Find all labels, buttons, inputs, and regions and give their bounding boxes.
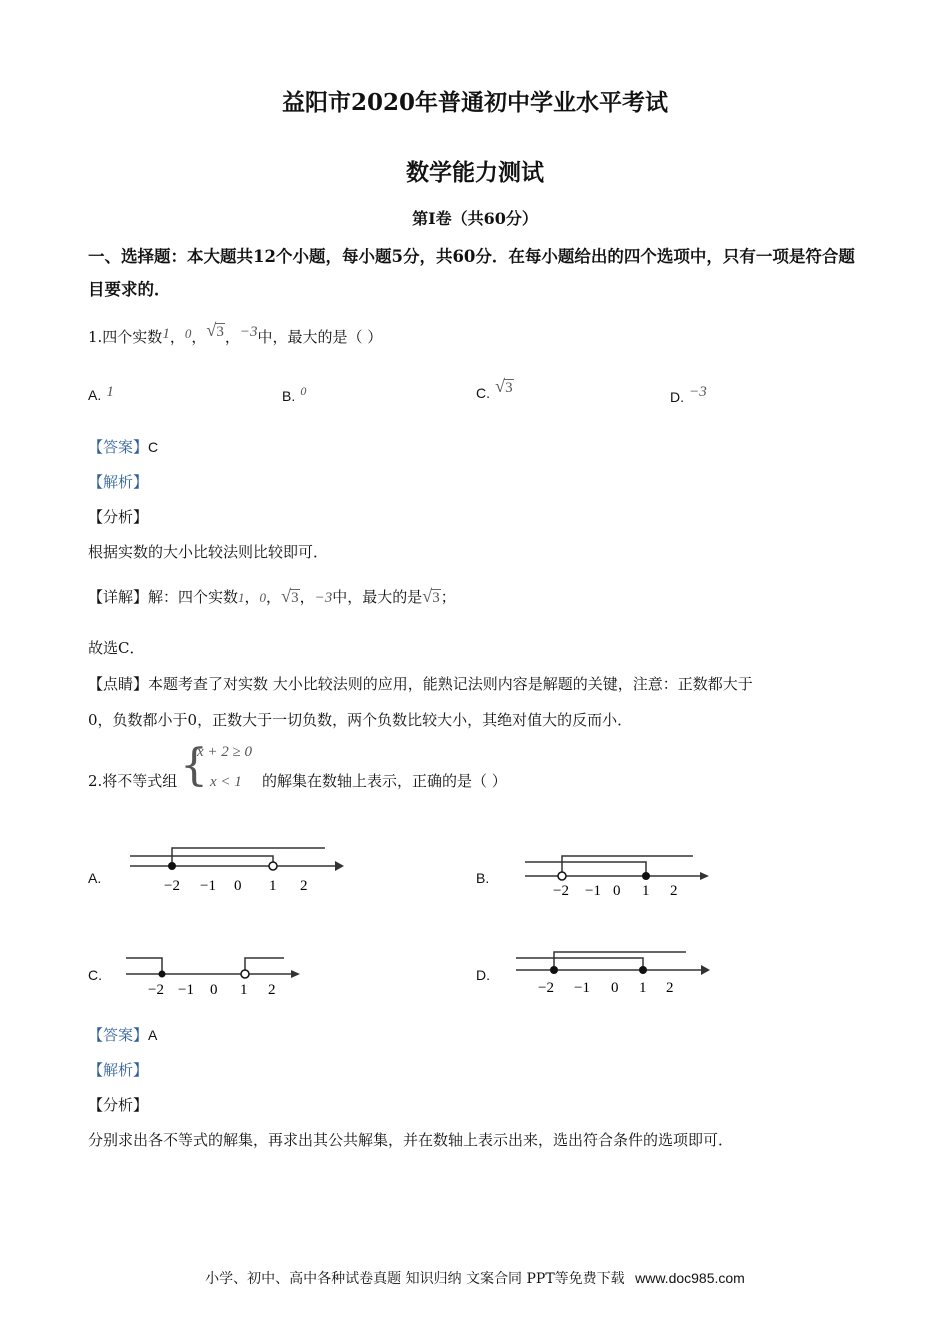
q2-stem-suffix: 的解集在数轴上表示，正确的是（ ） xyxy=(262,772,507,790)
q1-stem xyxy=(88,320,383,347)
q1-fenxi-text: 根据实数的大小比较法则比较即可． xyxy=(88,543,329,561)
q2-analysis-tag: 【解析】 xyxy=(88,1061,149,1079)
q1-analysis-tag: 【解析】 xyxy=(88,473,149,491)
q1-comment xyxy=(88,673,868,694)
detail-max-value: √ 3 xyxy=(422,586,440,606)
q1-detail xyxy=(88,586,456,607)
q2-fenxi-tag: 【分析】 xyxy=(88,1096,149,1114)
system-brace: { xyxy=(180,740,208,791)
tick-label: 0 xyxy=(234,878,242,894)
q1-comment-line-2: 0，负数都小于0，正数大于一切负数，两个负数比较大小，其绝对值大的反而小． xyxy=(88,711,633,729)
q1-stem-suffix: 中，最大的是（ ） xyxy=(257,328,383,346)
separator: ， xyxy=(299,588,315,606)
tick-label: 1 xyxy=(639,980,647,996)
tick-label: −1 xyxy=(178,982,194,998)
tick-label: −1 xyxy=(574,980,590,996)
detail-prefix: 解：四个实数 xyxy=(148,588,239,606)
q2-inequality-1: x + 2 ≥ 0 xyxy=(197,744,253,760)
section-heading: 一、选择题：本大题共12个小题，每小题5分，共60分．在每小题给出的四个选项中，只有一项是符合题目要求的． xyxy=(88,247,855,299)
q2-option-b-label[interactable]: B. xyxy=(476,870,490,886)
answer-tag: 【答案】 xyxy=(88,438,149,456)
q2-option-c-number-line[interactable] xyxy=(126,950,306,1002)
answer-value: C xyxy=(148,439,159,455)
q1-option-c[interactable] xyxy=(476,376,514,402)
q2-answer xyxy=(88,1024,157,1045)
q2-option-c-label[interactable]: C. xyxy=(88,967,102,983)
option-label: C. xyxy=(476,385,490,401)
detail-value-1: 1 xyxy=(238,590,245,605)
tick-label: −2 xyxy=(164,878,180,894)
q2-fenxi-text: 分别求出各不等式的解集，再求出其公共解集，并在数轴上表示出来，选出符合条件的选项即可． xyxy=(88,1131,734,1149)
q1-stem-prefix: 1.四个实数 xyxy=(88,328,163,346)
q1-option-d[interactable] xyxy=(670,384,707,406)
tick-label: 1 xyxy=(642,883,650,899)
part-heading: 第Ⅰ卷（共60分） xyxy=(412,209,538,228)
tick-label: 1 xyxy=(269,878,277,894)
tick-label: 0 xyxy=(611,980,619,996)
q1-option-a[interactable] xyxy=(88,384,114,404)
q1-conclusion: 故选C． xyxy=(88,639,145,657)
q2-stem-prefix: 2.将不等式组 xyxy=(88,772,178,790)
tick-label: 0 xyxy=(210,982,218,998)
detail-value-4: −3 xyxy=(314,590,333,606)
answer-tag: 【答案】 xyxy=(88,1026,149,1044)
separator: ， xyxy=(191,328,207,346)
option-value: √ 3 xyxy=(495,376,513,396)
tick-label: 2 xyxy=(670,883,678,899)
tick-label: −2 xyxy=(553,883,569,899)
separator: ， xyxy=(266,588,282,606)
q1-value-1: 1 xyxy=(162,326,170,342)
detail-end: ； xyxy=(440,588,456,606)
comment-tag: 【点睛】 xyxy=(88,675,149,693)
q1-value-2: 0 xyxy=(184,326,192,341)
detail-tag: 【详解】 xyxy=(88,588,149,606)
comment-line-1: 本题考查了对实数 大小比较法则的应用，能熟记法则内容是解题的关键，注意：正数都大于 xyxy=(148,675,753,693)
tick-label: 2 xyxy=(268,982,276,998)
tick-label: 1 xyxy=(240,982,248,998)
tick-label: 2 xyxy=(666,980,674,996)
option-label: A. xyxy=(88,387,102,403)
option-label: D. xyxy=(670,389,684,405)
separator: ， xyxy=(169,328,185,346)
detail-value-2: 0 xyxy=(259,590,267,605)
exam-subtitle: 数学能力测试 xyxy=(406,159,544,186)
q1-answer xyxy=(88,436,158,457)
q1-value-4: −3 xyxy=(239,324,258,340)
option-value: −3 xyxy=(689,384,707,400)
q1-value-3: √ 3 xyxy=(206,320,224,340)
separator: ， xyxy=(244,588,260,606)
option-value: 1 xyxy=(106,384,114,400)
option-label: B. xyxy=(282,388,296,404)
footer-site-link[interactable]: www.doc985.com xyxy=(635,1270,745,1286)
tick-label: 0 xyxy=(613,883,621,899)
detail-value-3: √ 3 xyxy=(281,586,299,606)
answer-value: A xyxy=(148,1027,158,1043)
page-footer xyxy=(0,1268,950,1288)
tick-label: 2 xyxy=(300,878,308,894)
tick-label: −2 xyxy=(148,982,164,998)
exam-title: 益阳市2020年普通初中学业水平考试 xyxy=(281,89,668,116)
detail-mid: 中，最大的是 xyxy=(332,588,423,606)
q2-option-a-number-line[interactable] xyxy=(130,838,350,898)
q1-option-b[interactable] xyxy=(282,384,306,405)
tick-label: −1 xyxy=(200,878,216,894)
option-value: 0 xyxy=(300,384,307,398)
q1-fenxi-tag: 【分析】 xyxy=(88,508,149,526)
q2-option-d-label[interactable]: D. xyxy=(476,967,490,983)
q2-option-b-number-line[interactable] xyxy=(525,848,715,900)
q2-option-a-label[interactable]: A. xyxy=(88,870,102,886)
footer-text: 小学、初中、高中各种试卷真题 知识归纳 文案合同 PPT等免费下载 xyxy=(205,1271,625,1287)
tick-label: −2 xyxy=(538,980,554,996)
q2-inequality-2: x < 1 xyxy=(210,774,242,790)
tick-label: −1 xyxy=(585,883,601,899)
q2-option-d-number-line[interactable] xyxy=(516,942,716,1000)
separator: ， xyxy=(224,328,240,346)
